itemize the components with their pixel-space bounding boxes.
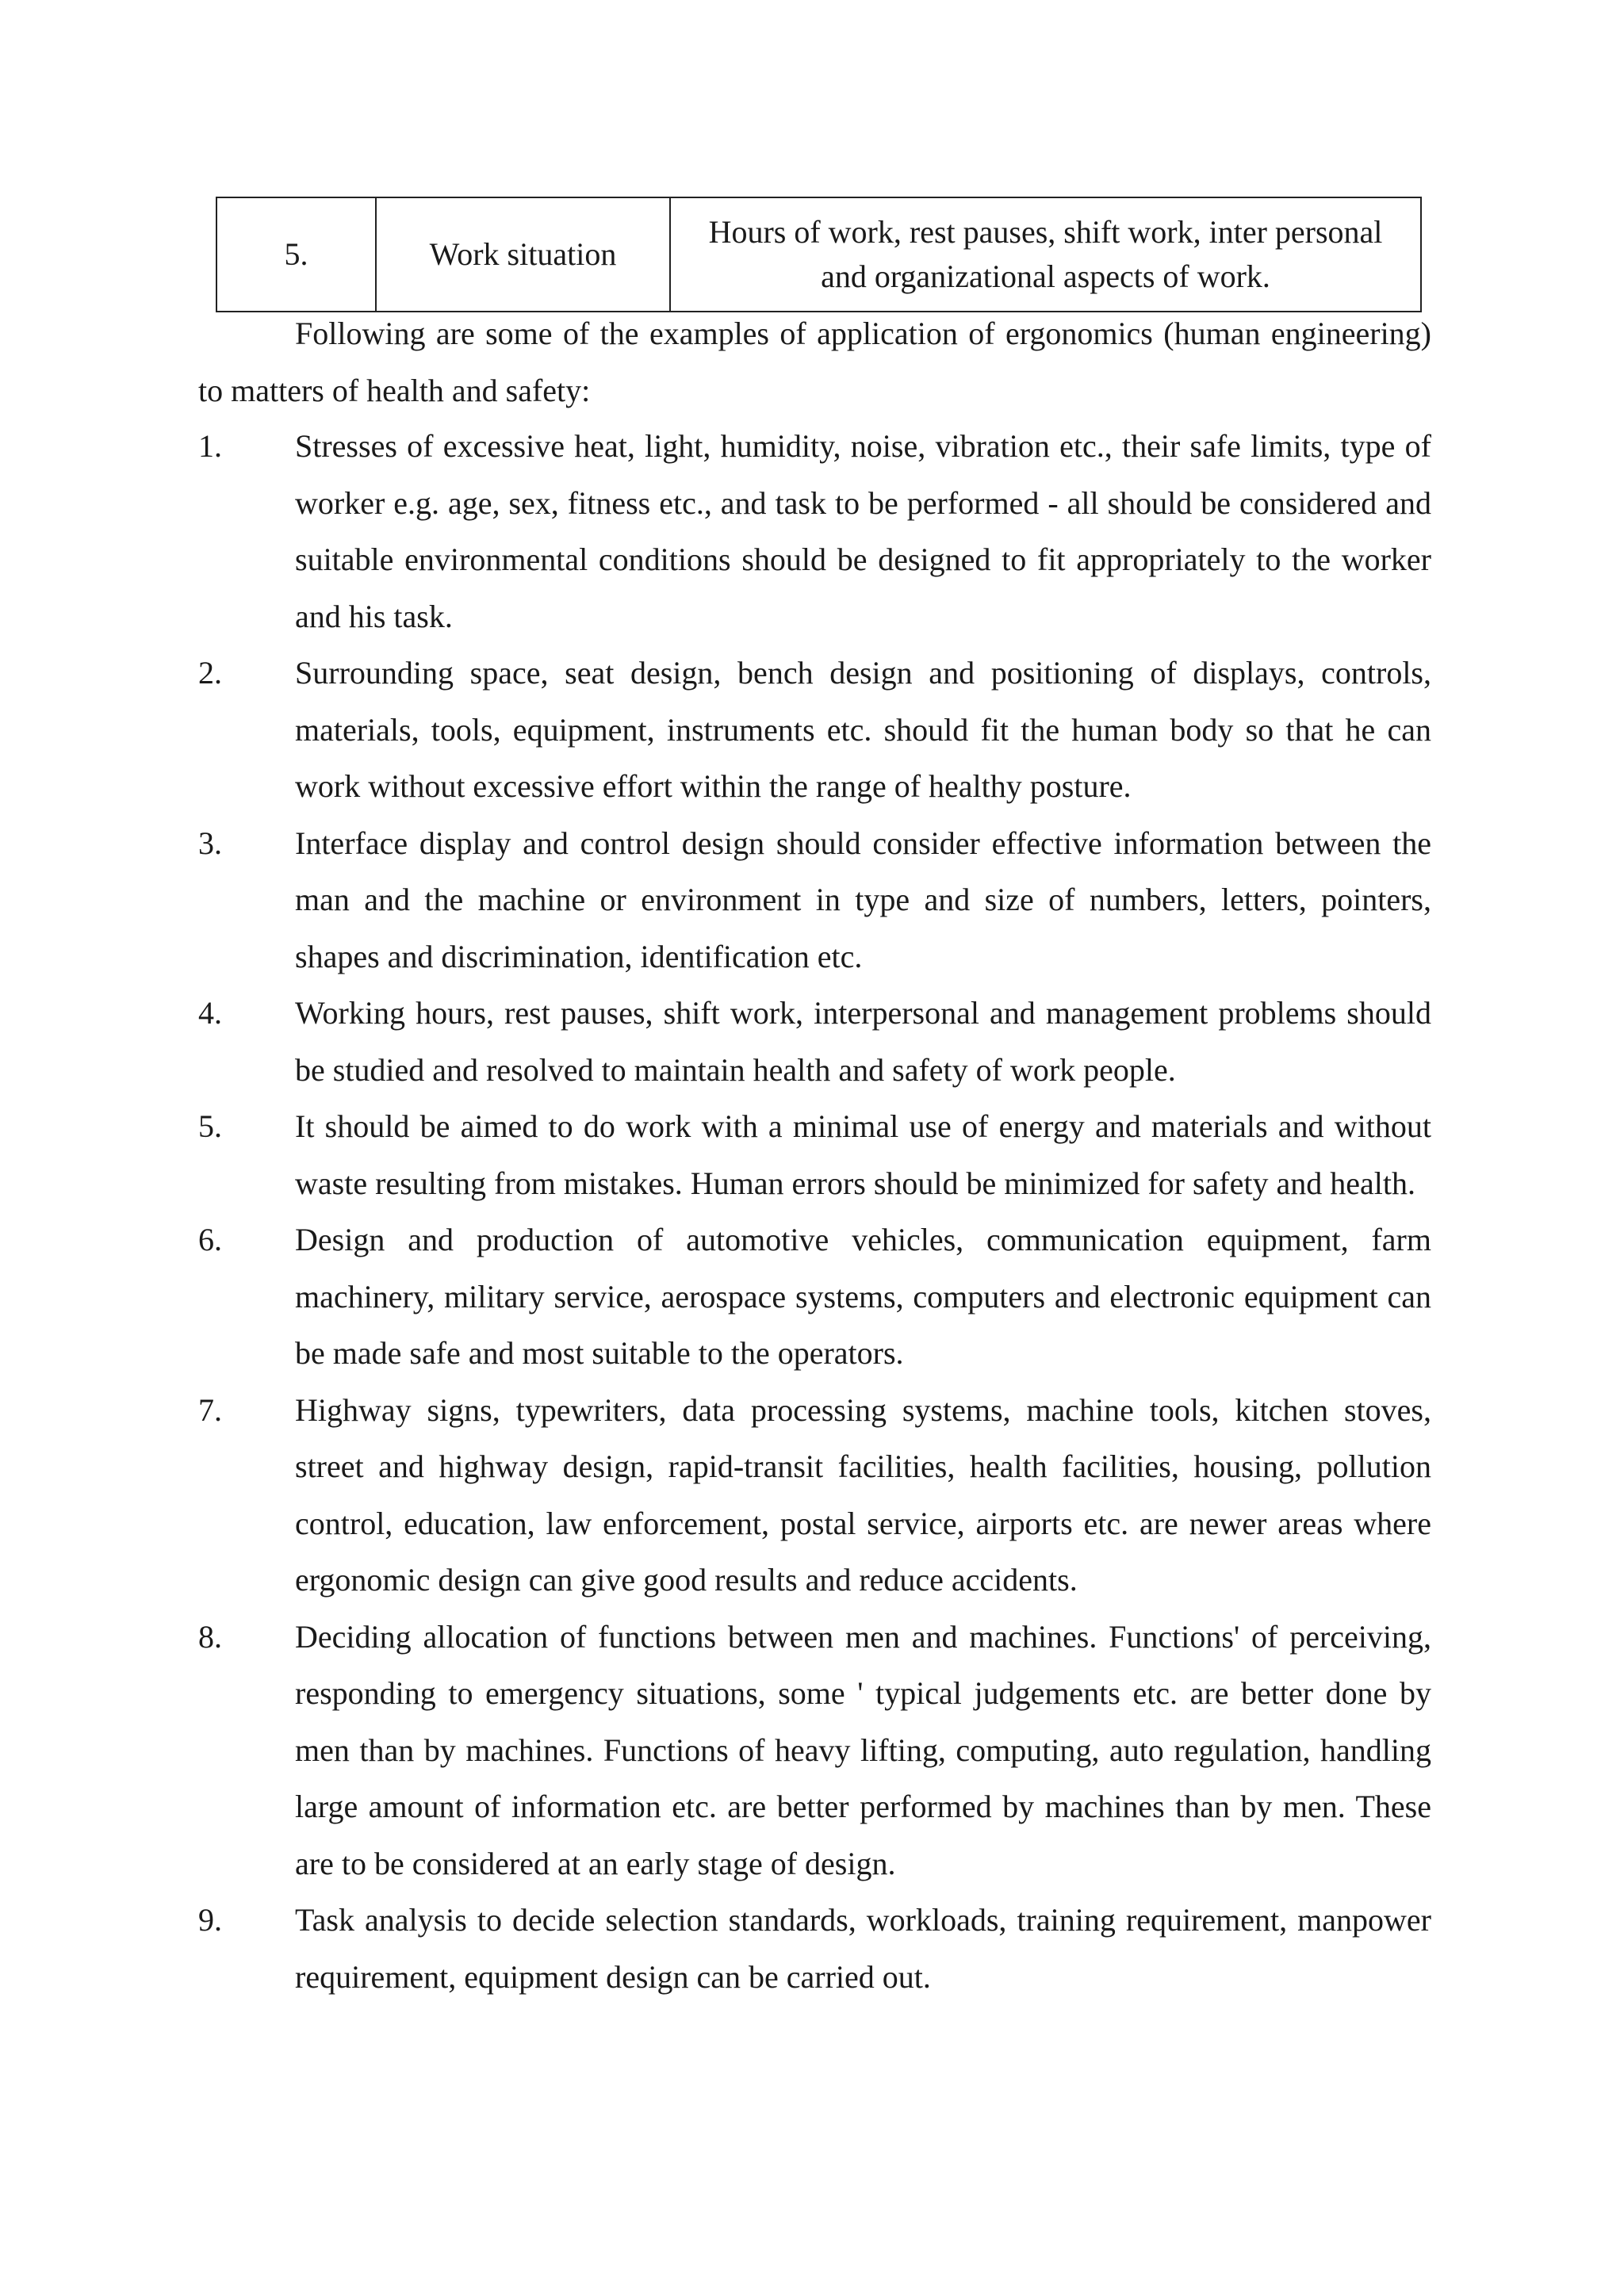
list-item — [198, 1211, 1431, 1382]
list-item-number: 3. — [198, 825, 222, 861]
list-item — [198, 1892, 1431, 2005]
list-item-text: Working hours, rest pauses, shift work, interpersonal and management problems should be studied and resolved to maintain health and safety of work people. — [295, 995, 1431, 1088]
list-item-number: 5. — [198, 1108, 222, 1144]
list-item — [198, 645, 1431, 815]
table-row — [216, 197, 1421, 312]
list-item — [198, 1609, 1431, 1892]
list-item-text: Surrounding space, seat design, bench design and positioning of displays, controls, materials, tools, equipment, instruments etc. should fit the human body so that he can work without excessive effort within the range of healthy posture. — [295, 655, 1431, 804]
factor-cell: Work situation — [376, 197, 670, 312]
list-item-text: It should be aimed to do work with a minimal use of energy and materials and without waste resulting from mistakes. Human errors should be minimized for safety and health. — [295, 1108, 1431, 1201]
list-item-number: 8. — [198, 1618, 222, 1655]
row-number-cell: 5. — [216, 197, 376, 312]
list-item — [198, 418, 1431, 645]
intro-paragraph: Following are some of the examples of application of ergonomics (human engineering) to matters of health and safety: — [198, 316, 1431, 408]
list-item-text: Design and production of automotive vehicles, communication equipment, farm machinery, military service, aerospace systems, computers and electronic equipment can be made safe and most suitable to the operators. — [295, 1222, 1431, 1371]
list-item-number: 1. — [198, 428, 222, 464]
list-item-text: Highway signs, typewriters, data processing systems, machine tools, kitchen stoves, street and highway design, rapid-transit facilities, health facilities, housing, pollution control, education, law enforcement, postal service, airports etc. are newer areas where ergonomic design can give good results and reduce accidents. — [295, 1391, 1431, 1598]
list-item-number: 9. — [198, 1902, 222, 1938]
list-item — [198, 985, 1431, 1098]
list-item — [198, 1098, 1431, 1211]
list-item-number: 6. — [198, 1222, 222, 1257]
list-item-number: 2. — [198, 655, 222, 691]
ergonomics-examples-list — [198, 418, 1431, 2005]
list-item-text: Task analysis to decide selection standards, workloads, training requirement, manpower requirement, equipment design can be carried out. — [295, 1902, 1431, 1995]
work-situation-table — [216, 197, 1422, 312]
description-cell: Hours of work, rest pauses, shift work, inter personal and organizational aspects of work. — [670, 197, 1421, 312]
list-item — [198, 1382, 1431, 1609]
list-item-text: Deciding allocation of functions between men and machines. Functions' of perceiving, responding to emergency situations, some ' typical judgements etc. are better done by men than by machines. Functions of heavy lifting, computing, auto regulation, handling large amount of information etc. are better performed by machines than by men. These are to be considered at an early stage of design. — [295, 1618, 1431, 1881]
list-item-text: Stresses of excessive heat, light, humidity, noise, vibration etc., their safe limits, type of worker e.g. age, sex, fitness etc., and task to be performed - all should be considered and suitable environmental conditions should be designed to fit appropriately to the worker and his task. — [295, 428, 1431, 634]
list-item-number: 4. — [198, 995, 222, 1031]
list-item-number: 7. — [198, 1391, 222, 1428]
list-item — [198, 815, 1431, 985]
list-item-text: Interface display and control design should consider effective information between the man and the machine or environment in type and size of numbers, letters, pointers, shapes and discrimination, identification etc. — [295, 825, 1431, 974]
